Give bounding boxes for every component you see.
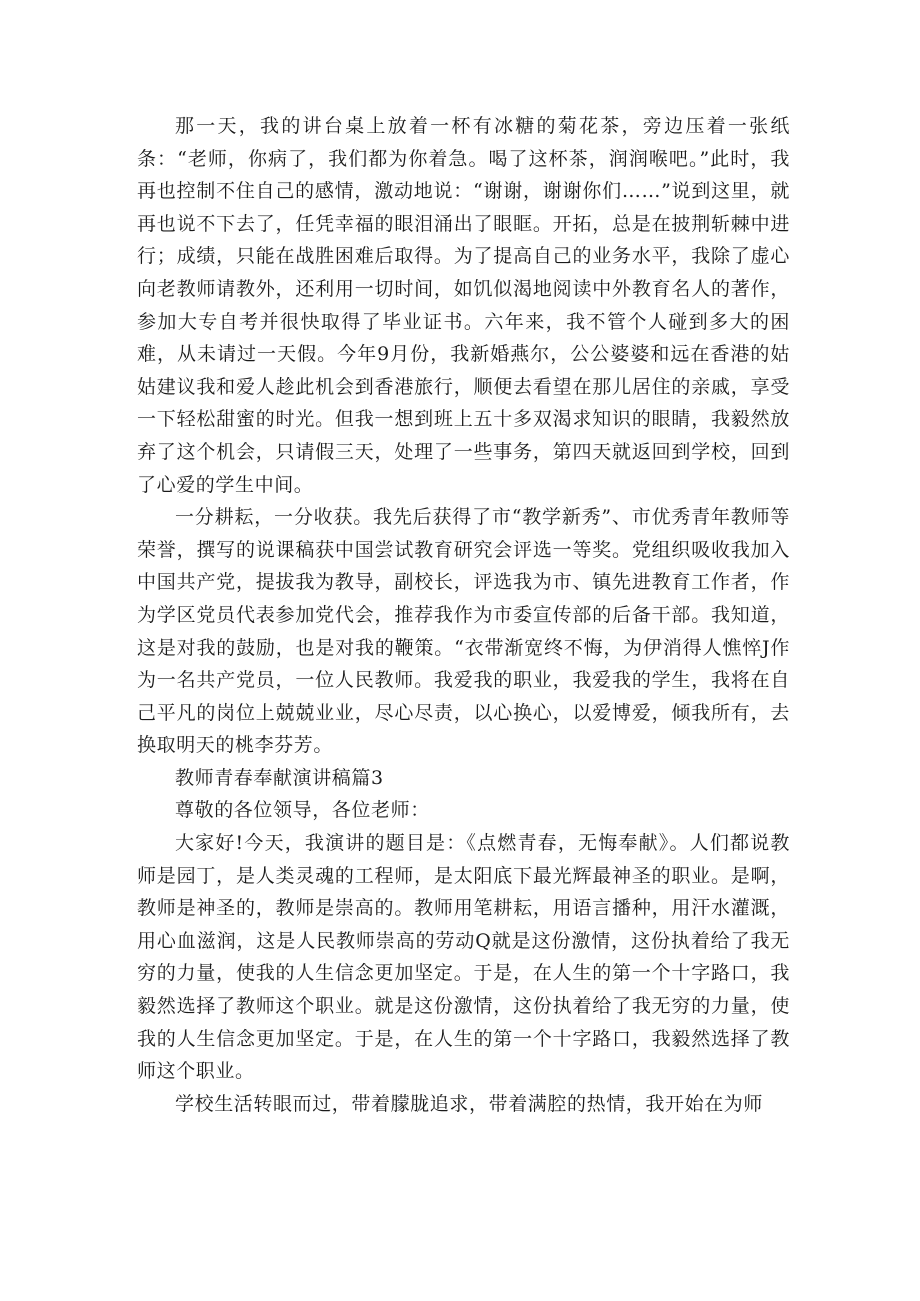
greeting: 尊敬的各位领导，各位老师： [175, 799, 430, 822]
paragraph-4: 学校生活转眼而过，带着朦胧追求，带着满腔的热情，我开始在为师 [175, 1092, 764, 1115]
paragraph-3: 大家好!今天，我演讲的题目是：《点燃青春，无悔奉献》。人们都说教师是园丁，是人类灵魂的工程师，是太阳底下最光辉最神圣的职业。是啊，教师是神圣的，教师是崇高的。教师用笔耕耘，用语言播种，用汗水灌溉，用心血滋润，这是人民教师崇高的劳动Q就是这份激情，这份执着给了我无穷的力量，使我的人生信念更加坚定。于是，在人生的第一个十字路口，我毅然选择了教师这个职业。就是这份激情，这份执着给了我无穷的力量，使我的人生信念更加坚定。于是，在人生的第一个十字路口，我毅然选择了教师这个职业。 [137, 832, 790, 1083]
section-title: 教师青春奉献演讲稿篇3 [175, 766, 384, 789]
paragraph-2: 一分耕耘，一分收获。我先后获得了市“教学新秀”、市优秀青年教师等荣誉，撰写的说课稿获中国尝试教育研究会评选一等奖。党组织吸收我加入中国共产党，提拔我为教导，副校长，评选我为市、镇先进教育工作者，作为学区党员代表参加党代会，推荐我作为市委宣传部的后备干部。我知道，这是对我的鼓励，也是对我的鞭策。“衣带渐宽终不悔，为伊消得人憔悴J作为一名共产党员，一位人民教师。我爱我的职业，我爱我的学生，我将在自己平凡的岗位上兢兢业业，尽心尽责，以心换心，以爱博爱，倾我所有，去换取明天的桃李芬芳。 [137, 506, 790, 757]
paragraph-1: 那一天，我的讲台桌上放着一杯有冰糖的菊花茶，旁边压着一张纸条：“老师，你病了，我们都为你着急。喝了这杯茶，润润喉吧。”此时，我再也控制不住自己的感情，激动地说：“谢谢，谢谢你们……”说到这里，就再也说不下去了，任凭幸福的眼泪涌出了眼眶。开拓，总是在披荆斩棘中进行；成绩，只能在战胜困难后取得。为了提高自己的业务水平，我除了虚心向老教师请教外，还利用一切时间，如饥似渴地阅读中外教育名人的著作，参加大专自考并很快取得了毕业证书。六年来，我不管个人碰到多大的困难，从未请过一天假。今年9月份，我新婚燕尔，公公婆婆和远在香港的姑姑建议我和爱人趁此机会到香港旅行，顺便去看望在那儿居住的亲戚，享受一下轻松甜蜜的时光。但我一想到班上五十多双渴求知识的眼睛，我毅然放弃了这个机会，只请假三天，处理了一些事务，第四天就返回到学校，回到了心爱的学生中间。 [137, 115, 790, 496]
